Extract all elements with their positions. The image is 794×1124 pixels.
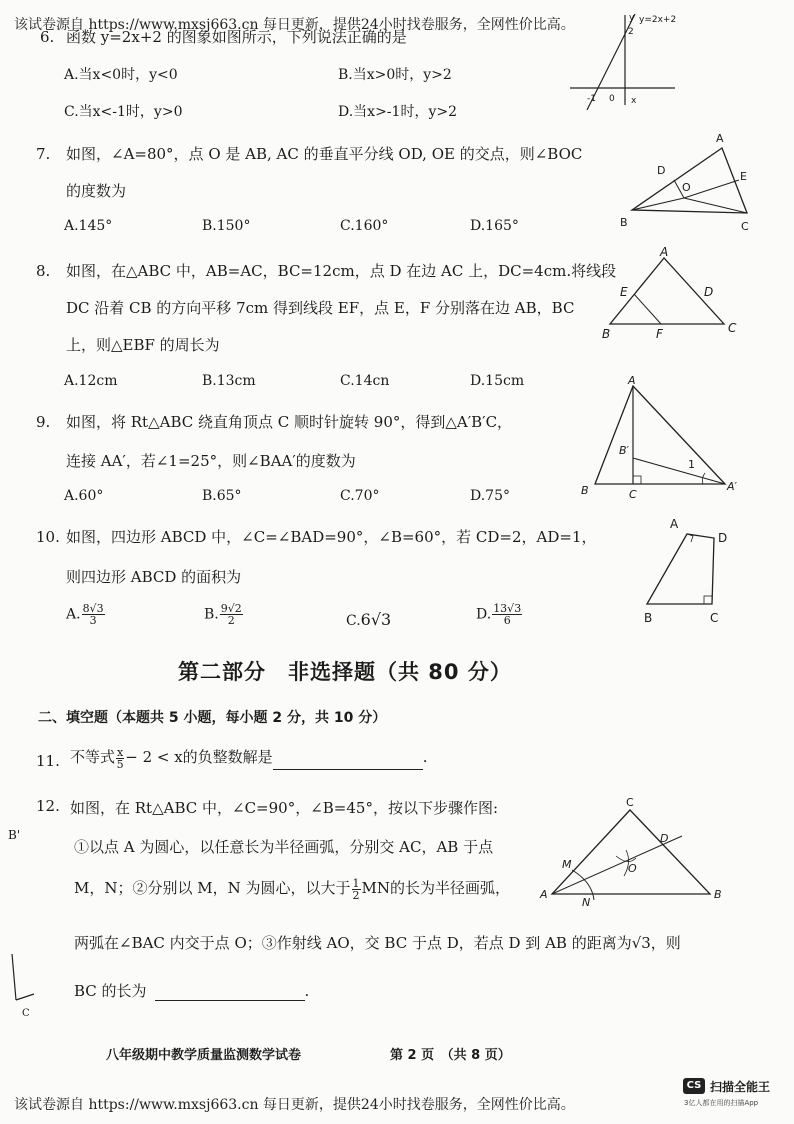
q8-fig-c: C [728, 321, 737, 335]
q6-fig-equation: y=2x+2 [639, 15, 677, 25]
q7-stem-line2: 的度数为 [66, 182, 127, 200]
q6-option-b: B.当x>0时，y>2 [338, 67, 452, 83]
q12-line2: ①以点 A 为圆心，以任意长为半径画弧，分别交 AC，AB 于点 [74, 838, 494, 856]
q8-figure [596, 244, 746, 344]
q6-option-a: A.当x<0时，y<0 [64, 67, 178, 83]
margin-mark-c: C [22, 1008, 30, 1019]
q12-line1: 如图，在 Rt△ABC 中，∠C=90°，∠B=45°，按以下步骤作图: [70, 799, 499, 817]
section2-title: 二、填空题（本题共 5 小题，每小题 2 分，共 10 分） [38, 710, 387, 726]
q8-stem-line1: 如图，在△ABC 中，AB=AC，BC=12cm，点 D 在边 AC 上，DC=4cm.将线段 [66, 262, 617, 280]
q6-figure [565, 10, 685, 110]
scanner-logo-icon: CS [683, 1078, 705, 1094]
q10-option-a: A. $\frac{8√3}{3}$ [66, 602, 104, 627]
part2-title: 第二部分 非选择题（共 80 分） [178, 660, 512, 684]
q11-number: 11. [36, 752, 60, 770]
q9-fig-angle-1: 1 [688, 458, 695, 471]
q10-option-b: B. $\frac{9√2}{2}$ [204, 602, 242, 627]
q12-line5: BC 的长为 . [74, 982, 310, 1000]
q10-stem-line2: 则四边形 ABCD 的面积为 [66, 568, 242, 586]
q10-fig-d: D [718, 531, 728, 545]
q8-option-a: A.12cm [64, 373, 118, 389]
q9-stem-line1: 如图，将 Rt△ABC 绕直角顶点 C 顺时针旋转 90°，得到△A′B′C， [66, 413, 513, 431]
q9-fig-b: B [581, 484, 589, 497]
q7-option-d: D.165° [470, 218, 519, 234]
q9-option-a: A.60° [64, 488, 104, 504]
q12-fig-a: A [540, 888, 548, 901]
q6-number: 6. [40, 28, 55, 46]
q7-number: 7. [36, 145, 51, 163]
q6-fig-origin: 0 [609, 94, 615, 104]
q12-fig-n: N [582, 896, 591, 909]
q12-line3: M，N；②分别以 M，N 为圆心，以大于 $\frac{1}{2}$ MN的长为半径画弧， [74, 876, 511, 902]
q7-option-c: C.160° [340, 218, 389, 234]
q6-fig-x-int: -1 [587, 94, 596, 104]
q8-fig-d: D [704, 285, 714, 299]
watermark-top: 该试卷源自 https://www.mxsj663.cn 每日更新，提供24小时找卷服务，全网性价比高。 [14, 17, 575, 33]
q12-line4: 两弧在∠BAC 内交于点 O；③作射线 AO，交 BC 于点 D，若点 D 到 AB 的距离为√3，则 [74, 934, 681, 952]
q8-number: 8. [36, 262, 51, 280]
q7-fig-e: E [740, 170, 747, 183]
q7-fig-o: O [682, 181, 691, 194]
q9-fig-a-prime: A′ [727, 480, 738, 493]
q10-fig-b: B [644, 611, 653, 625]
q12-fig-d: D [660, 832, 669, 845]
q11-stem: 不等式 $\frac{x}{5}$ − 2 < x的负整数解是 . [70, 745, 428, 771]
q12-figure [532, 792, 732, 910]
scanner-tagline: 3亿人都在用的扫描App [684, 1099, 759, 1107]
q8-stem-line3: 上，则△EBF 的周长为 [66, 336, 220, 354]
q6-fig-y-label: y [629, 13, 635, 23]
q9-figure [575, 372, 750, 502]
watermark-bottom: 该试卷源自 https://www.mxsj663.cn 每日更新，提供24小时找卷服务，全网性价比高。 [14, 1097, 575, 1113]
q7-fig-a: A [716, 132, 724, 145]
q7-option-b: B.150° [202, 218, 251, 234]
q9-option-d: D.75° [470, 488, 510, 504]
q8-fig-a: A [660, 245, 669, 259]
q9-fig-a: A [628, 374, 636, 387]
q9-number: 9. [36, 413, 51, 431]
q10-stem-line1: 如图，四边形 ABCD 中，∠C=∠BAD=90°，∠B=60°，若 CD=2，AD=1， [66, 528, 597, 546]
q9-fig-b-prime: B′ [619, 444, 630, 457]
q8-fig-b: B [602, 327, 611, 341]
q10-option-c: C.6√3 [346, 610, 392, 629]
q8-fig-e: E [620, 285, 628, 299]
q8-fig-f: F [656, 327, 663, 341]
q6-fig-y-int: 2 [628, 27, 634, 37]
q6-option-c: C.当x<-1时，y>0 [64, 104, 183, 120]
q7-fig-d: D [657, 164, 666, 177]
q10-fig-a: A [670, 517, 679, 531]
q7-figure [612, 128, 762, 234]
q10-figure [632, 512, 742, 632]
margin-fragment [4, 950, 38, 1020]
scanner-name: 扫描全能王 [710, 1080, 771, 1094]
q12-fig-b: B [714, 888, 722, 901]
q8-stem-line2: DC 沿着 CB 的方向平移 7cm 得到线段 EF，点 E，F 分别落在边 AB，BC [66, 299, 575, 317]
q12-fig-c: C [626, 796, 634, 809]
q9-option-c: C.70° [340, 488, 380, 504]
q9-fig-c: C [629, 488, 637, 501]
q12-fig-m: M [562, 858, 572, 871]
q7-fig-b: B [620, 216, 628, 229]
q8-option-d: D.15cm [470, 373, 525, 389]
q8-option-c: C.14cn [340, 373, 390, 389]
q7-option-a: A.145° [64, 218, 113, 234]
q12-number: 12. [36, 797, 60, 815]
q6-stem: 函数 y=2x+2 的图象如图所示，下列说法正确的是 [66, 28, 407, 46]
q8-option-b: B.13cm [202, 373, 256, 389]
q7-fig-c: C [741, 220, 749, 233]
q10-option-d: D. $\frac{13√3}{6}$ [476, 602, 522, 627]
q10-fig-c: C [710, 611, 719, 625]
q9-stem-line2: 连接 AA′，若∠1=25°，则∠BAA′的度数为 [66, 452, 356, 470]
q12-fig-o: O [628, 862, 637, 875]
footer-page: 第 2 页 （共 8 页） [390, 1048, 511, 1063]
q6-option-d: D.当x>-1时，y>2 [338, 104, 457, 120]
q10-number: 10. [36, 528, 60, 546]
q7-stem-line1: 如图，∠A=80°，点 O 是 AB, AC 的垂直平分线 OD, OE 的交点，则∠BOC [66, 145, 583, 163]
q9-option-b: B.65° [202, 488, 242, 504]
margin-mark-b-prime: B' [8, 828, 21, 842]
footer-title: 八年级期中教学质量监测数学试卷 [106, 1048, 302, 1063]
q6-fig-x-label: x [631, 96, 637, 106]
